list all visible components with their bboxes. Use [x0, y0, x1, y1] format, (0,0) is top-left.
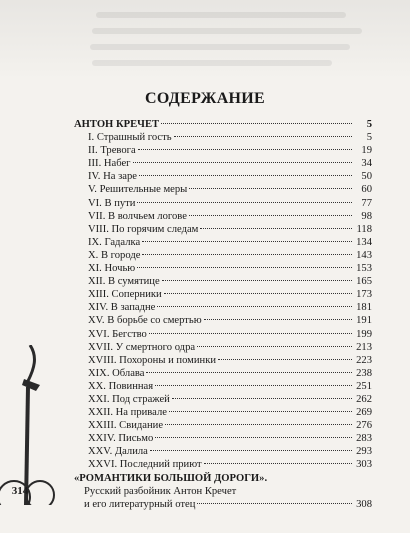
toc-label: XII. В сумятице: [88, 276, 160, 288]
page-number: 303: [356, 459, 372, 471]
page-number: 34: [361, 158, 372, 170]
emblem-number: 314: [11, 485, 29, 497]
page-number: 77: [361, 197, 372, 209]
leader-dots: [157, 306, 352, 307]
page-number: 191: [356, 315, 372, 327]
toc-entry: [74, 183, 372, 196]
toc-entry: [74, 262, 372, 275]
page-number: 173: [356, 289, 372, 301]
leader-dots: [197, 503, 352, 504]
page-number: 276: [356, 420, 372, 432]
page-number: 269: [356, 407, 372, 419]
toc-entry: [74, 458, 372, 471]
afterword-label: и его литературный отец: [84, 499, 196, 510]
page-number: 5: [366, 132, 372, 144]
leader-dots: [155, 437, 352, 438]
toc-entry: [74, 131, 372, 144]
leader-dots: [172, 398, 352, 399]
afterword-section: [74, 472, 372, 511]
toc-entry: [74, 393, 372, 406]
toc-label: АНТОН КРЕЧЕТ: [74, 119, 160, 130]
page-number: 223: [356, 354, 372, 366]
page-number: 283: [356, 433, 372, 445]
leader-dots: [169, 411, 352, 412]
leader-dots: [149, 333, 352, 334]
page-number: 238: [356, 367, 372, 379]
page-number: 98: [361, 210, 372, 222]
leader-dots: [146, 372, 352, 373]
afterword-entry: [74, 498, 372, 511]
page-number: 199: [356, 328, 372, 340]
toc-entry: [74, 445, 372, 458]
leader-dots: [137, 267, 352, 268]
toc-entry: [74, 236, 372, 249]
bleed-line: [92, 60, 332, 66]
toc-label: X. В городе: [88, 249, 141, 261]
page-number: 251: [356, 380, 372, 392]
page-number: 165: [356, 276, 372, 288]
toc-label: XXIV. Письмо: [88, 433, 154, 445]
page-number: 134: [356, 236, 372, 248]
toc-label: XIX. Облава: [88, 367, 145, 379]
leader-dots: [139, 175, 352, 176]
toc-entry: [74, 144, 372, 157]
toc-entry: [74, 275, 372, 288]
leader-dots: [138, 149, 352, 150]
leader-dots: [150, 450, 352, 451]
toc-heading: [74, 118, 372, 131]
leader-dots: [155, 385, 352, 386]
toc-entry: [74, 157, 372, 170]
toc-entry: [74, 380, 372, 393]
toc-label: XV. В борьбе со смертью: [88, 315, 202, 327]
leader-dots: [142, 254, 352, 255]
toc-label: XXIII. Свидание: [88, 420, 164, 432]
page-number: 308: [356, 499, 372, 510]
toc-entry: [74, 367, 372, 380]
leader-dots: [204, 463, 352, 464]
leader-dots: [162, 280, 352, 281]
leader-dots: [133, 162, 352, 163]
toc-label: IV. На заре: [88, 171, 137, 183]
leader-dots: [174, 136, 352, 137]
toc-entry: [74, 301, 372, 314]
toc-label: XIII. Соперники: [88, 289, 162, 301]
leader-dots: [200, 228, 352, 229]
toc-label: XVI. Бегство: [88, 328, 147, 340]
page-number: 19: [361, 145, 372, 157]
leader-dots: [142, 241, 352, 242]
toc-label: V. Решительные меры: [88, 184, 188, 196]
toc-entry: [74, 223, 372, 236]
toc-label: XXV. Далила: [88, 446, 148, 458]
toc-entry: [74, 170, 372, 183]
afterword-heading: «РОМАНТИКИ БОЛЬШОЙ ДОРОГИ».: [74, 473, 268, 484]
toc-label: VIII. По горячим следам: [88, 223, 199, 235]
leader-dots: [204, 319, 352, 320]
toc-entry: [74, 249, 372, 262]
toc-entry: [74, 197, 372, 210]
page-number: 5: [366, 119, 372, 130]
leader-dots: [137, 202, 352, 203]
toc-label: VII. В волчьем логове: [88, 210, 187, 222]
bleed-line: [90, 44, 350, 50]
page-number: 50: [361, 171, 372, 183]
toc-label: XXVI. Последний приют: [88, 459, 202, 471]
table-of-contents: [74, 118, 372, 472]
leader-dots: [197, 346, 352, 347]
toc-entry: [74, 288, 372, 301]
toc-label: I. Страшный гость: [88, 132, 172, 144]
toc-label: XXI. Под стражей: [88, 393, 170, 405]
saber-icon: [0, 345, 72, 505]
toc-label: XI. Ночью: [88, 263, 136, 275]
toc-label: XXII. На привале: [88, 407, 167, 419]
toc-entry: [74, 210, 372, 223]
bleed-line: [92, 28, 362, 34]
leader-dots: [161, 123, 352, 124]
toc-label: III. Набег: [88, 158, 131, 170]
toc-entry: [74, 406, 372, 419]
page-number: 153: [356, 263, 372, 275]
bleed-line: [96, 12, 346, 18]
toc-label: XIV. В западне: [88, 302, 156, 314]
toc-label: XVIII. Похороны и поминки: [88, 354, 217, 366]
leader-dots: [164, 293, 352, 294]
toc-entry: [74, 419, 372, 432]
page-number: 118: [356, 223, 372, 235]
toc-label: II. Тревога: [88, 145, 136, 157]
afterword-line: Русский разбойник Антон Кречет: [84, 486, 237, 497]
toc-entry: [74, 432, 372, 445]
toc-entry: [74, 354, 372, 367]
page-number: 60: [361, 184, 372, 196]
toc-label: XX. Повинная: [88, 380, 154, 392]
leader-dots: [165, 424, 352, 425]
page-number: 262: [356, 393, 372, 405]
page-number: 213: [356, 341, 372, 353]
toc-entry: [74, 328, 372, 341]
page-title: СОДЕРЖАНИЕ: [144, 90, 266, 107]
leader-dots: [218, 359, 352, 360]
page-number-emblem: [0, 345, 72, 505]
toc-entry: [74, 314, 372, 327]
page-number: 293: [356, 446, 372, 458]
leader-dots: [189, 188, 352, 189]
toc-label: VI. В пути: [88, 197, 136, 209]
toc-label: IX. Гадалка: [88, 236, 141, 248]
leader-dots: [189, 215, 352, 216]
toc-entry: [74, 341, 372, 354]
page-number: 143: [356, 249, 372, 261]
page-number: 181: [356, 302, 372, 314]
toc-label: XVII. У смертного одра: [88, 341, 196, 353]
